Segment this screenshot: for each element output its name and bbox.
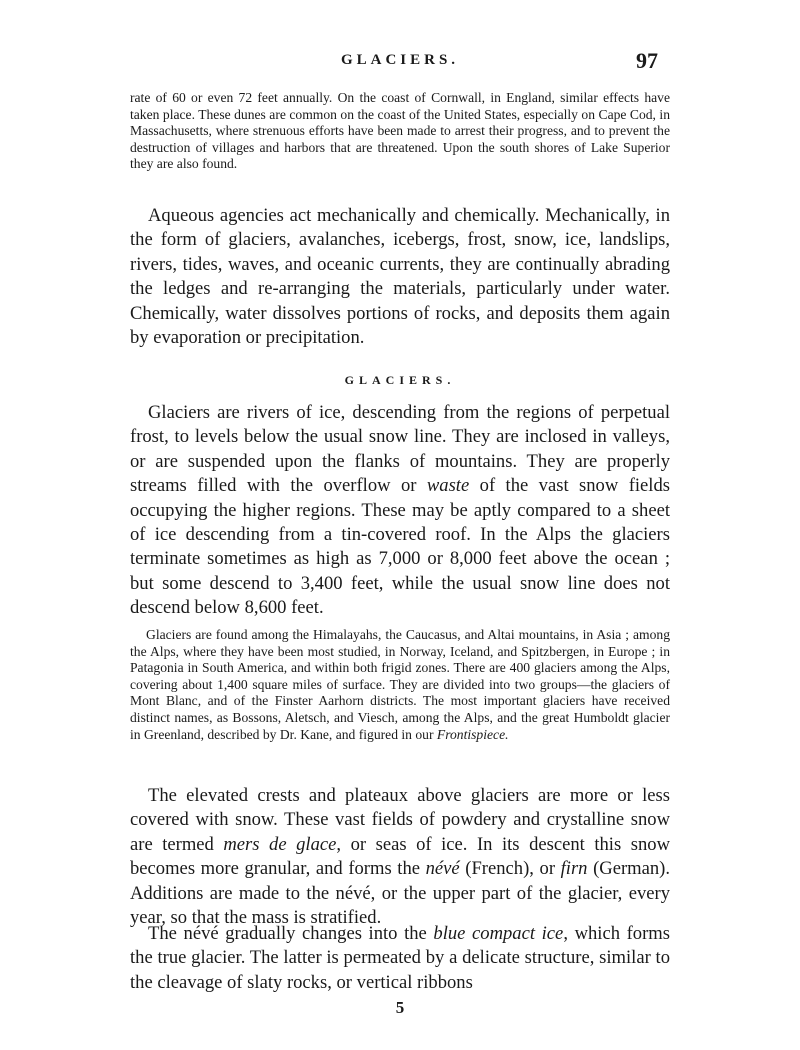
paragraph-glaciers-italic1: waste: [426, 475, 470, 497]
paragraph-crests-part1: The elevated crests and plateaux above glaciers are more or less covered with snow. These vast fields of powdery and crystalline snow are termed: [130, 785, 670, 855]
paragraph-crests-part4: (German). Additions are made to the névé, or the upper part of the glacier, every year, so that the mass is stratified.: [130, 858, 670, 929]
note-middle-italic: Frontispiece.: [436, 726, 509, 742]
paragraph-glaciers: [130, 401, 670, 621]
paragraph-crests-part3: (French), or: [459, 858, 561, 880]
paragraph-crests-italic2: névé: [425, 858, 460, 880]
paragraph-neve: [130, 922, 670, 995]
paragraph-glaciers-part2: of the vast snow fields occupying the higher regions. These may be aptly compared to a sheet of ice descending from a tin-covered roof. In the Alps the glaciers terminate sometimes as high as 7,000 or 8,000 feet above the ocean ; but some descend to 3,400 feet, while the usual snow line does not descend below 8,600 feet.: [130, 475, 670, 619]
page-number: 97: [636, 48, 658, 73]
paragraph-crests-text: [130, 784, 670, 930]
paragraph-neve-part1: The névé gradually changes into the: [148, 923, 434, 944]
paragraph-crests-part2: , or seas of ice. In its descent this snow becomes more granular, and forms the: [130, 833, 670, 880]
note-top-text: rate of 60 or even 72 feet annually. On the coast of Cornwall, in England, similar effects have taken place. These dunes are common on the coast of the United States, especially on Cape Cod, in Massachusetts, where strenuous efforts have been made to arrest their progress, and to prevent the destruction of villages and harbors that are threatened. Upon the south shores of Lake Superior they are also found.: [130, 90, 670, 172]
signature-mark: 5: [395, 998, 405, 1017]
paragraph-crests: [130, 784, 670, 930]
paragraph-neve-text: [130, 922, 670, 995]
paragraph-glaciers-text: [130, 401, 670, 621]
paragraph-aqueous-text: Aqueous agencies act mechanically and chemically. Mechanically, in the form of glaciers, avalanches, icebergs, frost, snow, ice, landslips, rivers, tides, waves, and oceanic currents, they are continually abrading the ledges and re-arranging the materials, particularly under water. Chemically, water dissolves portions of rocks, and deposits them again by evaporation or precipitation.: [130, 205, 670, 349]
section-heading: GLACIERS.: [344, 373, 456, 387]
note-middle-text: [130, 627, 670, 743]
paragraph-aqueous: [130, 204, 670, 350]
running-title: GLACIERS.: [340, 52, 460, 68]
note-top: [130, 90, 670, 173]
note-middle: [130, 627, 670, 743]
note-middle-part1: Glaciers are found among the Himalayahs, the Caucasus, and Altai mountains, in Asia ; among the Alps, where they have been most studied, in Norway, Iceland, and Spitzbergen, in Europe ; in Patagonia in South America, and within both frigid zones. There are 400 glaciers among the Alps, covering about 1,400 square miles of surface. They are divided into two groups—the glaciers of Mont Blanc, and of the Finster Aarhorn districts. The most important glaciers have received distinct names, as Bossons, Aletsch, and Viesch, among the Alps, and the great Humboldt glacier in Greenland, described by Dr. Kane, and figured in our: [130, 627, 670, 742]
paragraph-glaciers-part1: Glaciers are rivers of ice, descending from the regions of perpetual frost, to levels below the usual snow line. They are inclosed in valleys, or are suspended upon the flanks of mountains. They are properly streams filled with the overflow or: [130, 402, 670, 497]
paragraph-crests-italic1: mers de glace: [223, 833, 337, 855]
paragraph-neve-part2: , which forms the true glacier. The latter is permeated by a delicate structure, similar to the cleavage of slaty rocks, or vertical ribbons: [130, 923, 670, 993]
paragraph-crests-italic3: firn: [560, 858, 588, 880]
paragraph-neve-italic1: blue compact ice: [433, 923, 564, 944]
